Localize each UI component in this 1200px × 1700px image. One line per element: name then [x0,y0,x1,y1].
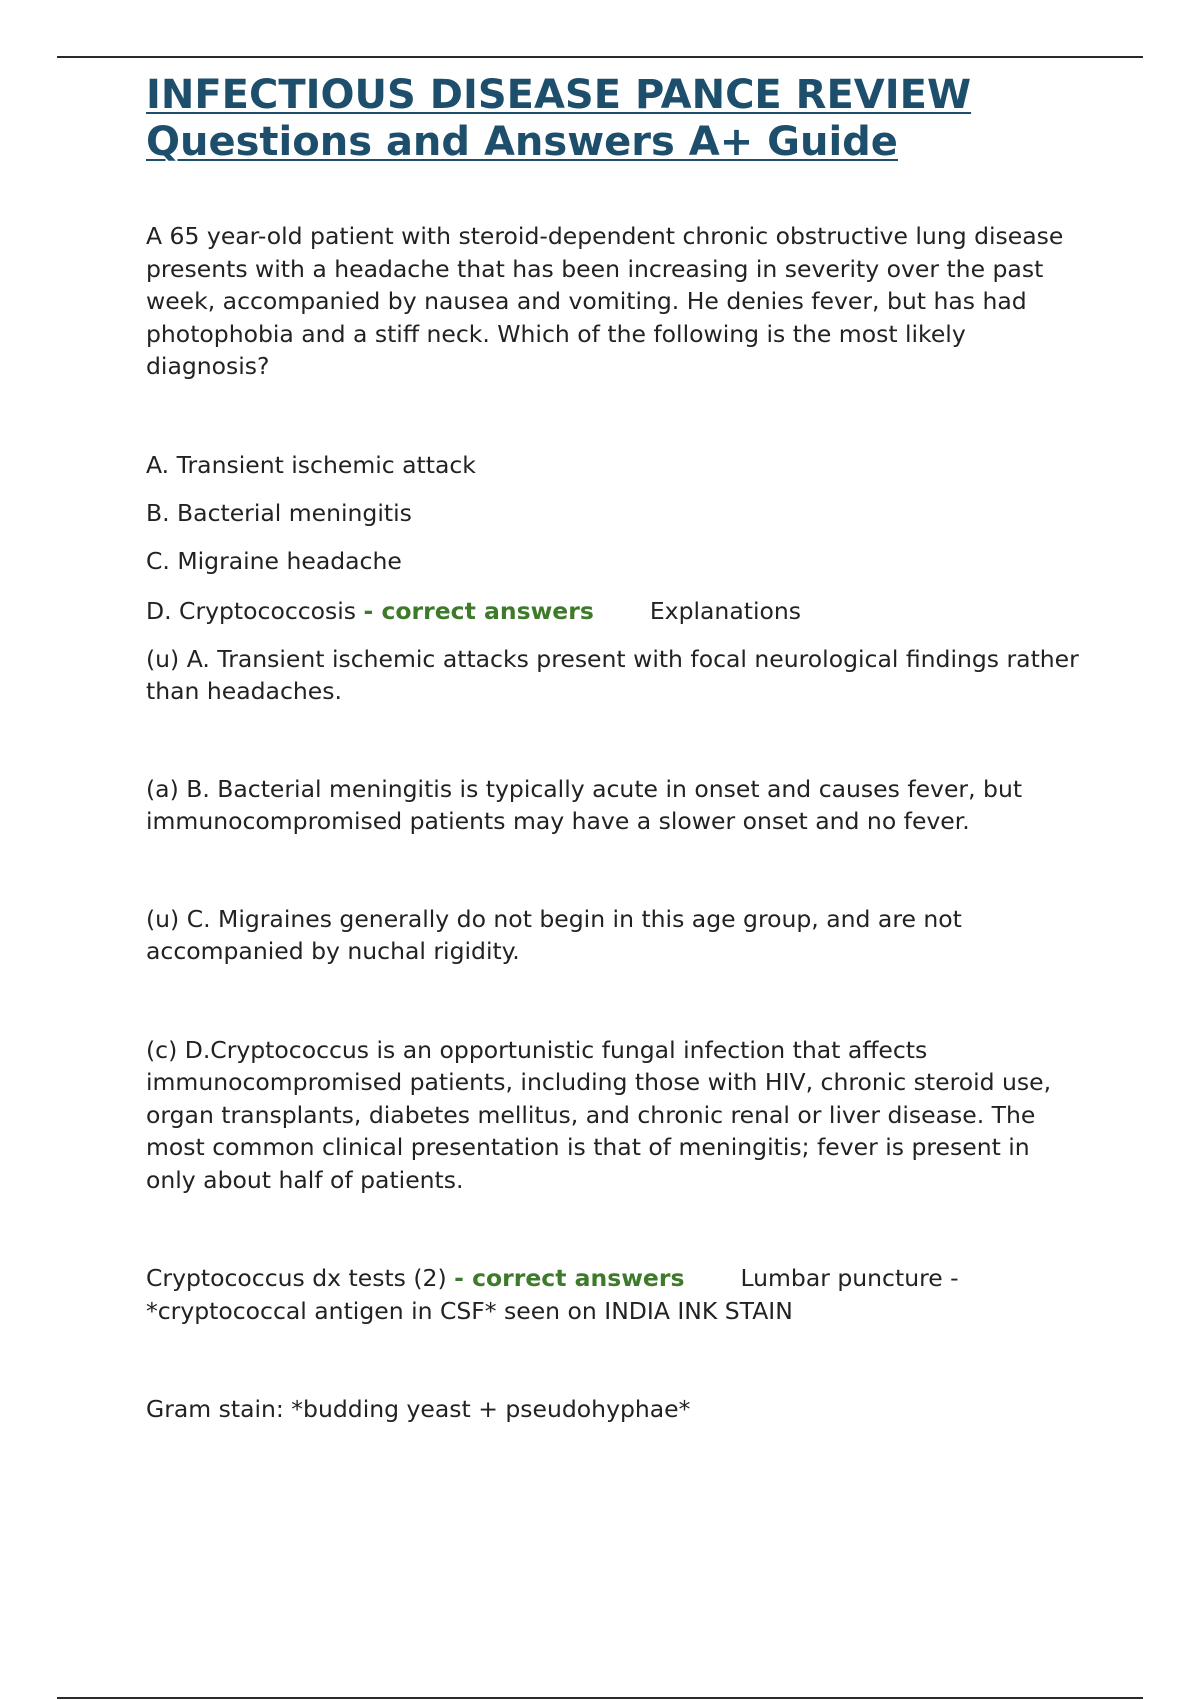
document-body [146,72,1086,1426]
flashcard-entry [146,1262,1086,1327]
document-title [146,72,1086,166]
explanations-label: Explanations [649,596,801,625]
flashcard-correct-marker: - correct answers [454,1264,685,1292]
bottom-rule [57,1697,1143,1699]
question-text: A 65 year-old patient with steroid-dependent chronic obstructive lung disease presents with a headache that has been increasing in severity over the past week, accompanied by nausea and vomiting. He denies fever, but has had photophobia and a stiff neck. Which of the following is the most likely diagnosis? [146,222,1064,380]
correct-answer-marker: - correct answers [363,596,594,625]
explanation-a: (u) A. Transient ischemic attacks present with focal neurological findings rather than headaches. [146,644,1079,705]
flashcard-answer: Lumbar puncture - *cryptococcal antigen in CSF* seen on INDIA INK STAIN [146,1264,959,1325]
explanation-c: (u) C. Migraines generally do not begin in this age group, and are not accompanied by nuchal rigidity. [146,904,962,965]
top-rule [57,56,1143,58]
title-line-1: INFECTIOUS DISEASE PANCE REVIEW [146,72,972,118]
option-d: D. Cryptococcosis [146,596,357,625]
option-b: B. Bacterial meningitis [146,498,412,527]
explanation-d: (c) D.Cryptococcus is an opportunistic fungal infection that affects immunocompromised patients, including those with HIV, chronic steroid use, organ transplants, diabetes mellitus, and chronic renal or liver disease. The most common clinical presentation is that of meningitis; fever is present in only about half of patients. [146,1035,1052,1194]
followup-note: Gram stain: *budding yeast + pseudohyphae* [146,1395,691,1423]
flashcard-prompt: Cryptococcus dx tests (2) [146,1264,447,1292]
explanation-b: (a) B. Bacterial meningitis is typically acute in onset and causes fever, but immunocompromised patients may have a slower onset and no fever. [146,774,1023,835]
option-a: A. Transient ischemic attack [146,450,476,479]
title-line-2: Questions and Answers A+ Guide [146,119,898,165]
option-c: C. Migraine headache [146,546,402,575]
option-d-line [146,595,1086,627]
